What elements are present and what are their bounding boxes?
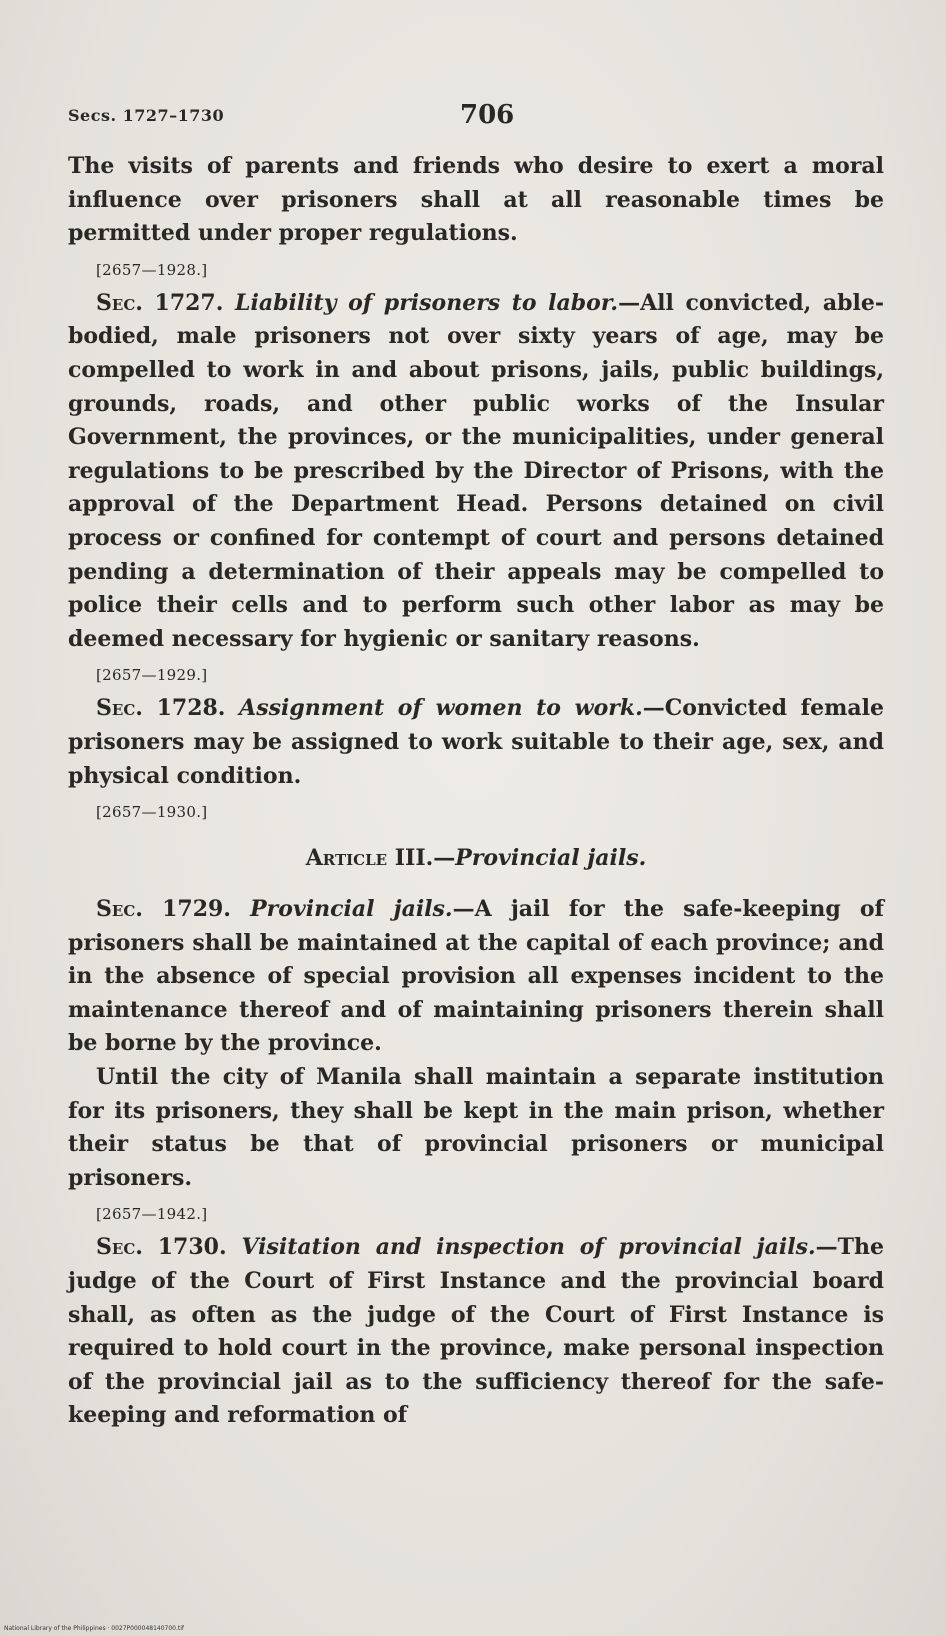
scan-footer: National Library of the Philippines · 0027P000048140700.tif [4, 1625, 185, 1632]
section-1729-paragraph-2: Until the city of Manila shall maintain a separate institution for its prisoners, they shall be kept in the main prison, whether their status be that of provincial prisoners or municipal prisoners. [68, 1064, 884, 1191]
citation: [2657—1930.] [96, 803, 208, 822]
intro-paragraph: The visits of parents and friends who desire to exert a moral influence over prisoners shall at all reasonable times be permitted under proper regulations. [68, 153, 884, 247]
section-range: Secs. 1727–1730 [68, 106, 225, 125]
section-heading: Visitation and inspection of provincial jails. [241, 1234, 816, 1261]
section-body: —Convicted female prisoners may be assigned to work suitable to their age, sex, and physical condition. [68, 695, 885, 789]
section-heading: Liability of prisoners to labor. [235, 289, 619, 316]
section-heading: Assignment of women to work. [239, 695, 643, 722]
section-heading: Provincial jails. [250, 896, 453, 923]
article-heading [68, 841, 884, 875]
section-body: —The judge of the Court of First Instance and the provincial board shall, as often as the judge of the Court of First Instance is required to hold court in the province, make personal inspection of the provincial jail as to the sufficiency thereof for the safe-keeping and reformation of [68, 1234, 884, 1429]
section-label: Sec. 1729. [96, 896, 231, 923]
section-1727 [68, 287, 884, 657]
section-label: Sec. 1727. [96, 289, 224, 316]
section-body: —All convicted, able-bodied, male prisoners not over sixty years of age, may be compelled to work in and about prisons, jails, public buildings, grounds, roads, and other public works of the Insular Government, the provinces, or the municipalities, under general regulations to be prescribed by the Director of Prisons, with the approval of the Department Head. Persons detained on civil process or confined for contempt of court and persons detained pending a determination of their appeals may be compelled to police their cells and to perform such other labor as may be deemed necessary for hygienic or sanitary reasons. [68, 289, 884, 652]
citation: [2657—1942.] [96, 1205, 208, 1224]
section-1729 [68, 893, 884, 1061]
page-number: 706 [460, 100, 515, 130]
citation: [2657—1929.] [96, 666, 208, 685]
article-label: Article III.— [305, 845, 456, 872]
section-1728 [68, 692, 884, 793]
section-label: Sec. 1730. [96, 1234, 227, 1261]
section-1730 [68, 1231, 884, 1433]
section-body: —A jail for the safe-keeping of prisoners shall be maintained at the capital of each province; and in the absence of special provision all expenses incident to the maintenance thereof and of maintaining prisoners therein shall be borne by the province. [68, 896, 884, 1057]
citation: [2657—1928.] [96, 260, 208, 279]
section-label: Sec. 1728. [96, 695, 226, 722]
body-text [68, 150, 884, 1433]
article-title: Provincial jails. [455, 845, 647, 872]
running-head [68, 100, 888, 130]
